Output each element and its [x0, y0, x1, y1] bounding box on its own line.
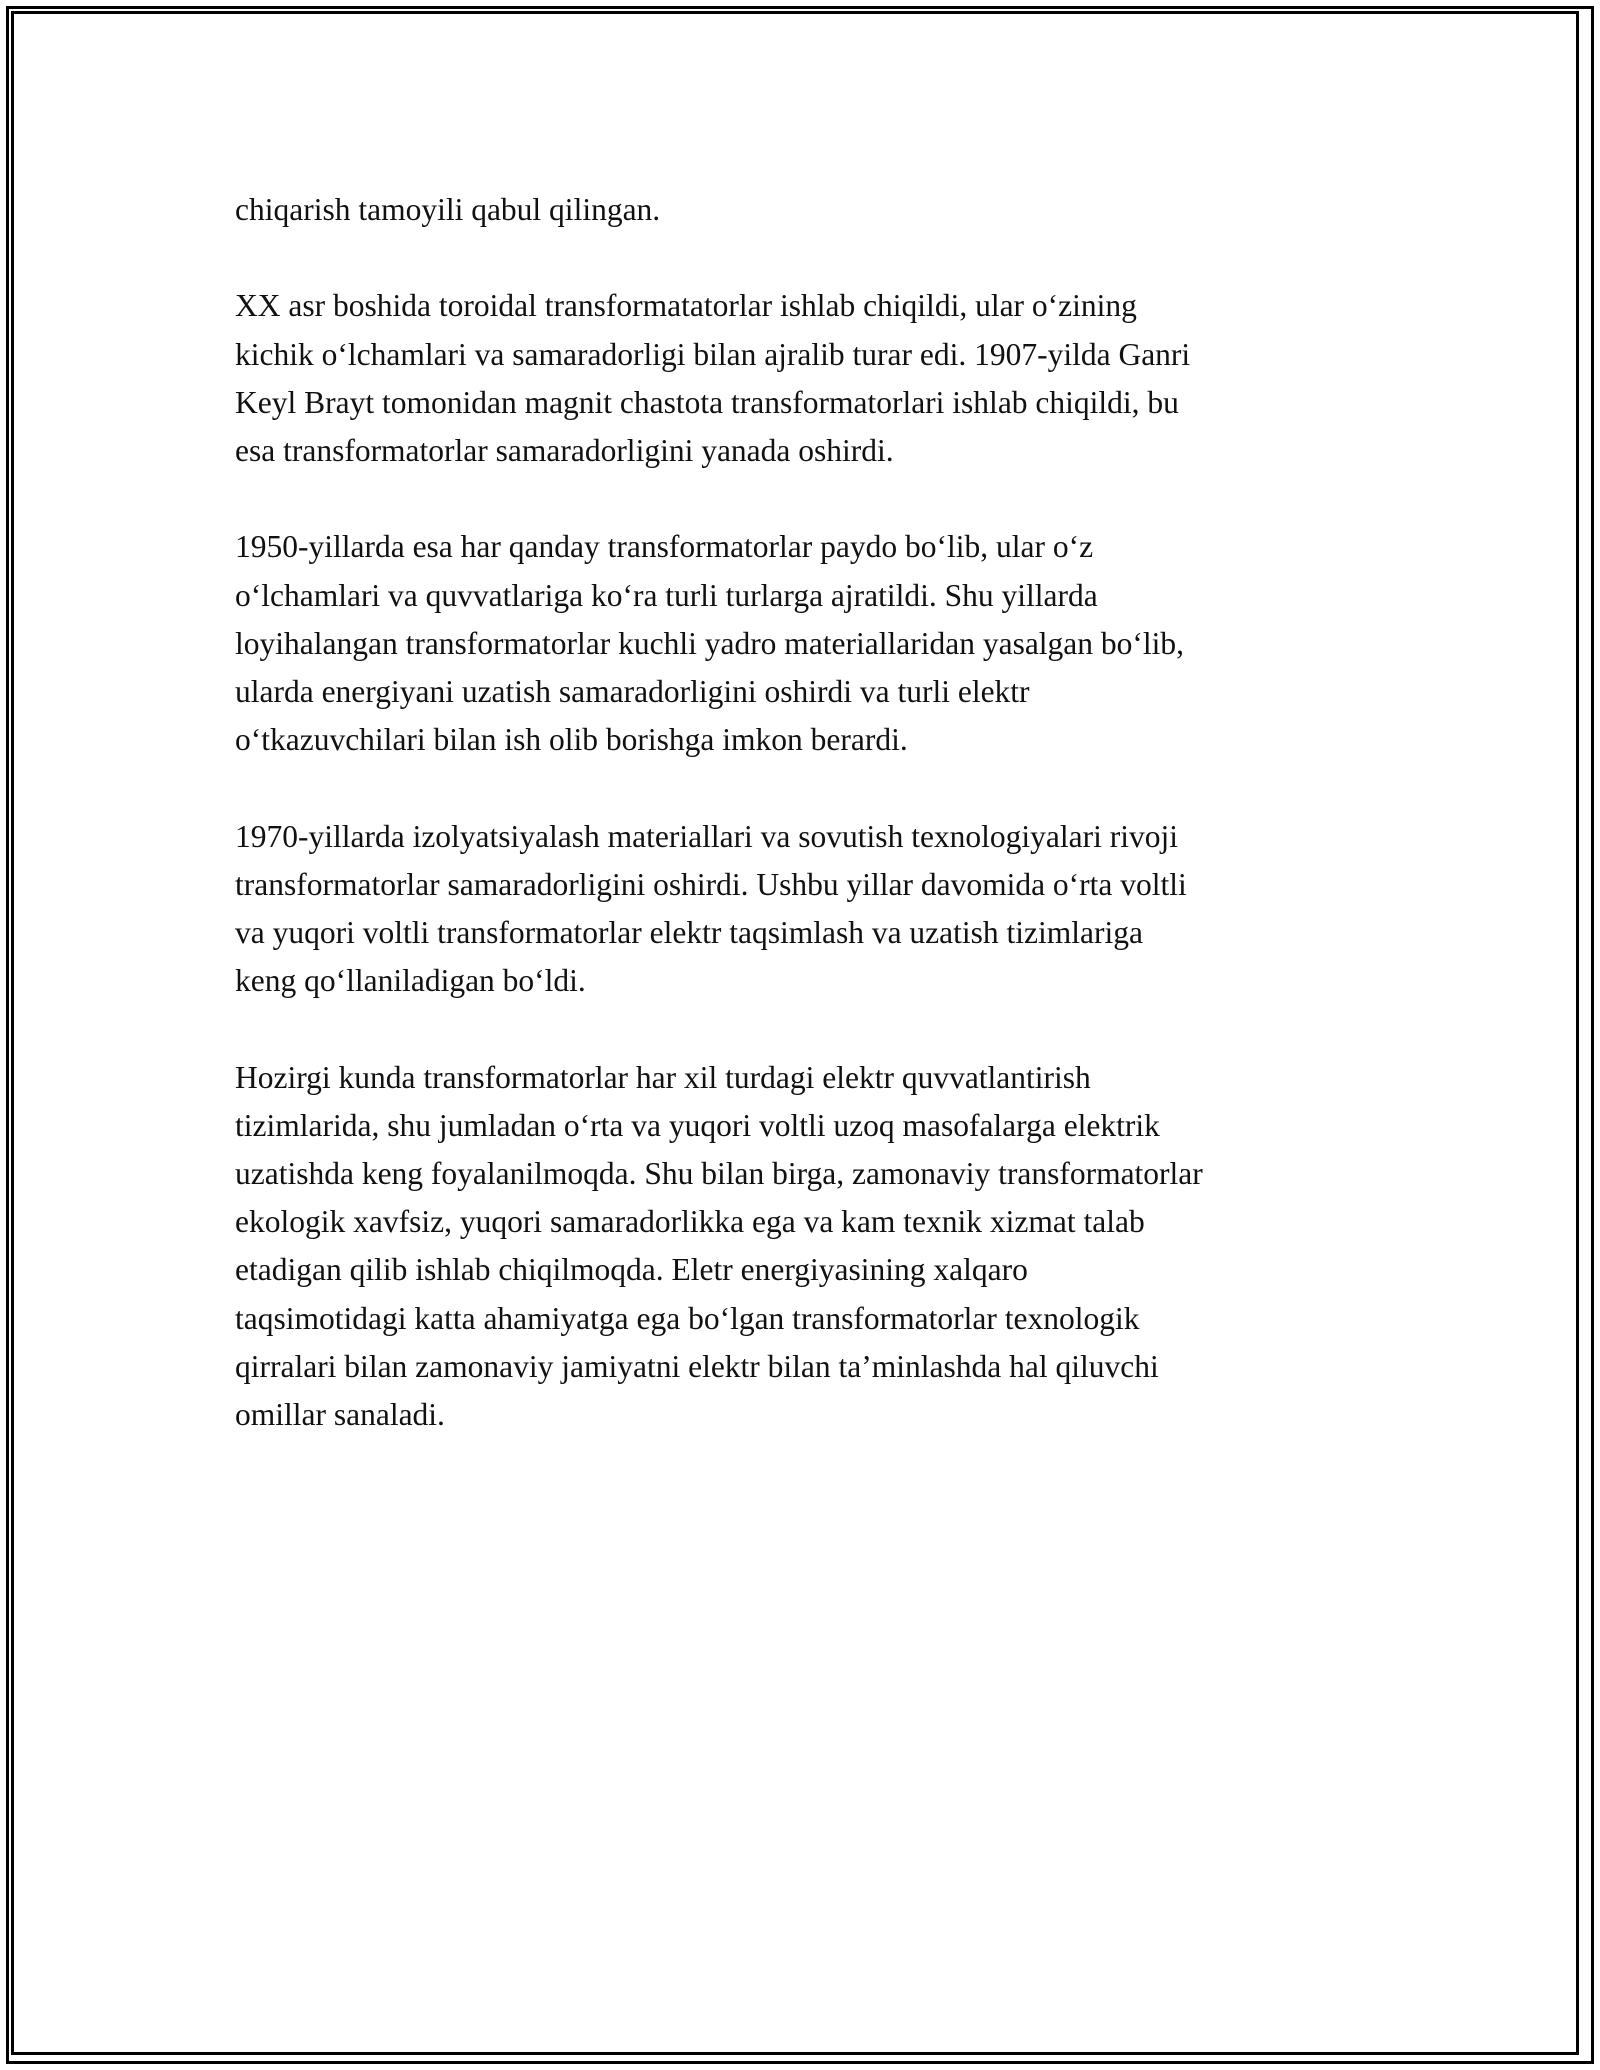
text-line: etadigan qilib ishlab chiqilmoqda. Eletr energiyasining xalqaro [235, 1252, 1028, 1288]
text-line: transformatorlar samaradorligini oshirdi. Ushbu yillar davomida o‘rta voltli [235, 866, 1187, 902]
paragraph-1 [235, 186, 1385, 234]
paragraph-5 [235, 1054, 1385, 1440]
text-line: o‘lchamlari va quvvatlariga ko‘ra turli turlarga ajratildi. Shu yillarda [235, 577, 1098, 613]
text-line: taqsimotidagi katta ahamiyatga ega bo‘lgan transformatorlar texnologik [235, 1300, 1140, 1336]
paragraph-2 [235, 282, 1385, 475]
text-line: XX asr boshida toroidal transformatatorlar ishlab chiqildi, ular o‘zining [235, 288, 1137, 324]
text-line: ekologik xavfsiz, yuqori samaradorlikka ega va kam texnik xizmat talab [235, 1204, 1145, 1240]
text-line: o‘tkazuvchilari bilan ish olib borishga imkon berardi. [235, 722, 908, 758]
text-line: Hozirgi kunda transformatorlar har xil turdagi elektr quvvatlantirish [235, 1059, 1091, 1095]
text-line: tizimlarida, shu jumladan o‘rta va yuqori voltli uzoq masofalarga elektrik [235, 1107, 1160, 1143]
document-body [235, 186, 1385, 1487]
paragraph-3 [235, 523, 1385, 764]
text-line: omillar sanaladi. [235, 1397, 445, 1433]
text-line: 1970-yillarda izolyatsiyalash materiallari va sovutish texnologiyalari rivoji [235, 818, 1179, 854]
text-line: kichik o‘lchamlari va samaradorligi bilan ajralib turar edi. 1907-yilda Ganri [235, 336, 1191, 372]
text-line: chiqarish tamoyili qabul qilingan. [235, 192, 661, 227]
text-line: Keyl Brayt tomonidan magnit chastota transformatorlari ishlab chiqildi, bu [235, 384, 1179, 420]
text-line: keng qo‘llaniladigan bo‘ldi. [235, 963, 586, 999]
text-line: 1950-yillarda esa har qanday transformatorlar paydo bo‘lib, ular o‘z [235, 529, 1094, 565]
text-line: uzatishda keng foyalanilmoqda. Shu bilan birga, zamonaviy transformatorlar [235, 1156, 1203, 1191]
text-line: esa transformatorlar samaradorligini yanada oshirdi. [235, 433, 894, 468]
text-line: va yuqori voltli transformatorlar elektr taqsimlash va uzatish tizimlariga [235, 915, 1143, 950]
paragraph-4 [235, 813, 1385, 1006]
text-line: loyihalangan transformatorlar kuchli yadro materiallaridan yasalgan bo‘lib, [235, 625, 1185, 661]
text-line: qirralari bilan zamonaviy jamiyatni elektr bilan ta’minlashda hal qiluvchi [235, 1348, 1159, 1384]
text-line: ularda energiyani uzatish samaradorligini oshirdi va turli elektr [235, 674, 1030, 709]
